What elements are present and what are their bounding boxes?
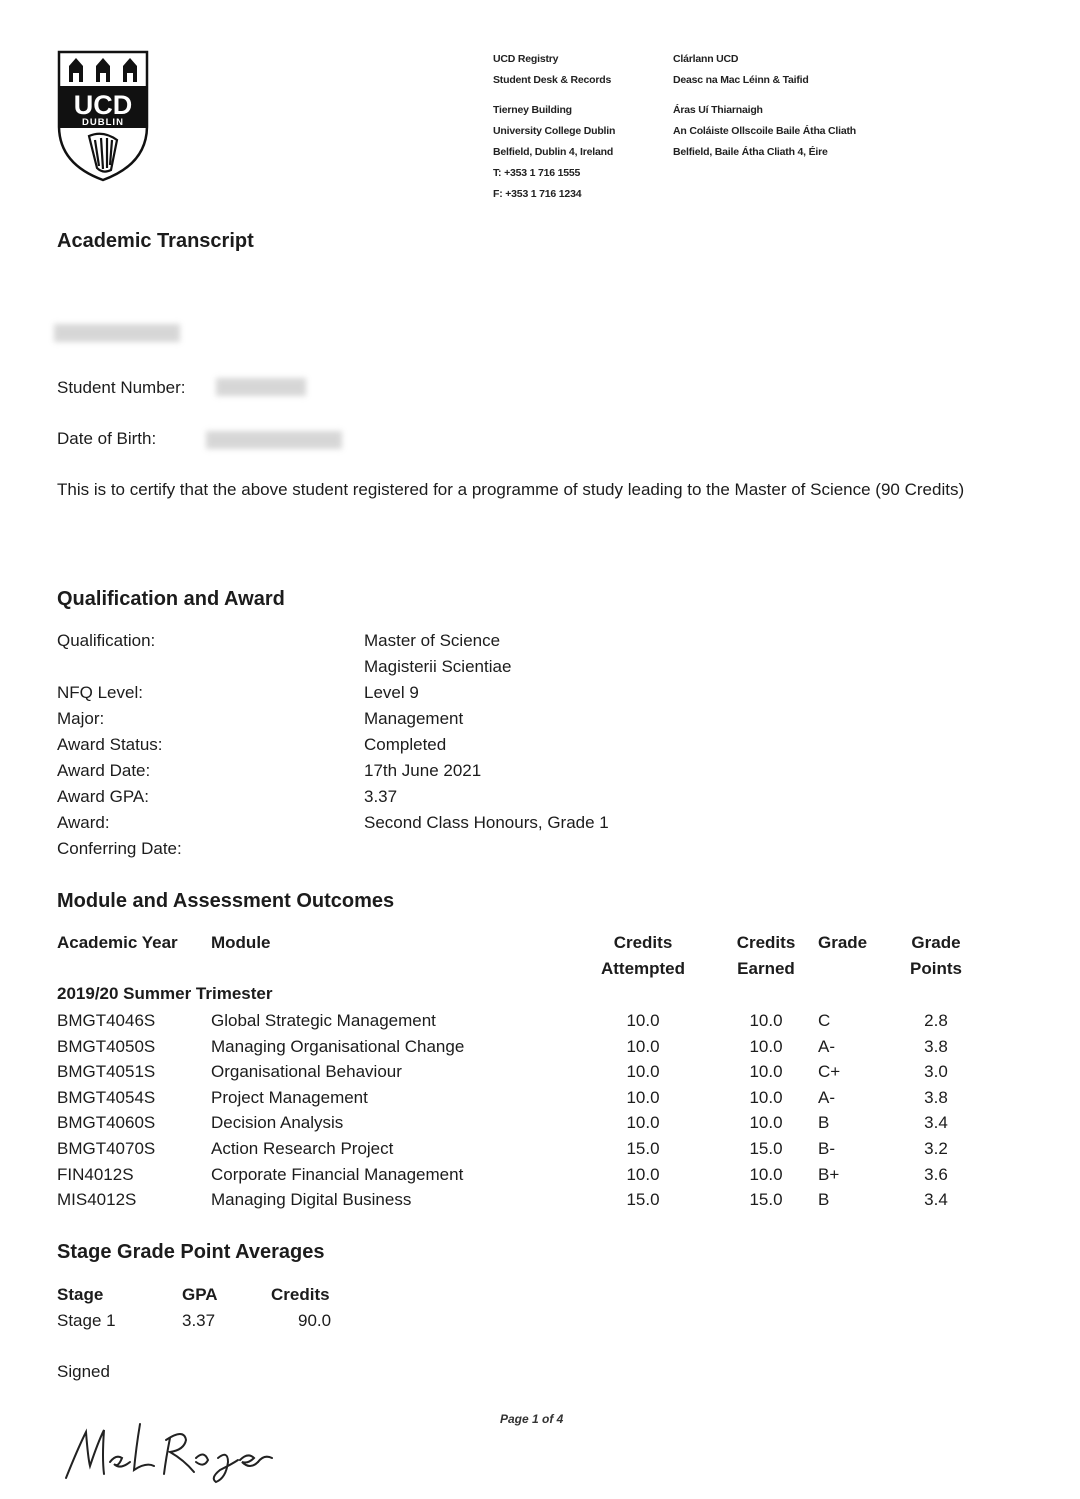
module-name: Corporate Financial Management [211, 1164, 464, 1184]
module-grade: B+ [818, 1164, 840, 1184]
dob-label: Date of Birth: [57, 429, 157, 448]
module-points: 3.8 [924, 1036, 948, 1056]
table-row [0, 1187, 1080, 1213]
stage-row-stage: Stage 1 [57, 1311, 116, 1330]
address-line: Tierney Building [493, 104, 572, 116]
module-earned: 15.0 [749, 1190, 783, 1210]
qual-label: Award Status: [57, 735, 163, 754]
module-attempted: 10.0 [626, 1087, 660, 1107]
redacted-dob [206, 431, 342, 449]
address-line: Belfield, Dublin 4, Ireland [493, 146, 614, 158]
module-code: BMGT4051S [57, 1062, 156, 1082]
col-credits-attempted-line1: Credits [613, 933, 673, 952]
module-attempted: 10.0 [626, 1164, 660, 1184]
qual-label: NFQ Level: [57, 683, 143, 702]
module-grade: A- [818, 1087, 835, 1107]
page-number: Page 1 of 4 [500, 1412, 564, 1426]
module-points: 3.4 [924, 1113, 948, 1133]
address-line: Clárlann UCD [673, 53, 739, 65]
address-line: Student Desk & Records [493, 74, 612, 86]
module-attempted: 10.0 [626, 1011, 660, 1030]
col-grade-points-line1: Grade [911, 933, 961, 952]
qual-value: Completed [364, 735, 447, 754]
table-row [0, 1008, 1080, 1034]
module-code: FIN4012S [57, 1164, 134, 1184]
module-grade: A- [818, 1036, 835, 1056]
redacted-student-number [216, 378, 306, 396]
col-grade-points [896, 930, 976, 982]
signed-label: Signed [57, 1362, 110, 1381]
qual-label: Major: [57, 709, 105, 728]
stage-heading: Stage Grade Point Averages [57, 1241, 325, 1263]
col-credits-earned [721, 930, 811, 982]
module-code: BMGT4054S [57, 1087, 156, 1107]
module-earned: 10.0 [749, 1011, 783, 1030]
address-line: Áras Uí Thiarnaigh [673, 104, 763, 116]
module-name: Action Research Project [211, 1139, 394, 1158]
col-academic-year: Academic Year [57, 933, 178, 952]
col-module: Module [211, 933, 271, 952]
qual-label: Conferring Date: [57, 839, 182, 858]
certify-text: This is to certify that the above student registered for a programme of study leading to the Master of Science (90 Credits) [57, 480, 965, 499]
module-attempted: 15.0 [626, 1139, 660, 1158]
page-title: Academic Transcript [57, 230, 254, 252]
qual-value: 17th June 2021 [364, 761, 482, 780]
stage-row-gpa: 3.37 [182, 1311, 216, 1330]
module-attempted: 15.0 [626, 1190, 660, 1210]
module-attempted: 10.0 [626, 1113, 660, 1133]
module-name: Decision Analysis [211, 1113, 344, 1133]
stage-table [0, 1282, 400, 1338]
qual-label: Award: [57, 813, 110, 832]
qual-label: Award Date: [57, 761, 151, 780]
stage-row-credits: 90.0 [298, 1311, 332, 1330]
modules-heading: Module and Assessment Outcomes [57, 890, 395, 912]
module-name: Managing Digital Business [211, 1190, 412, 1210]
address-line: Deasc na Mac Léinn & Taifid [673, 74, 809, 86]
module-code: BMGT4060S [57, 1113, 156, 1133]
module-points: 3.2 [924, 1139, 948, 1158]
table-row [0, 1162, 1080, 1188]
col-grade-points-line2: Points [910, 959, 962, 978]
table-row [0, 1085, 1080, 1111]
module-points: 3.4 [924, 1190, 948, 1210]
qual-value: 3.37 [364, 787, 398, 806]
address-line: T: +353 1 716 1555 [493, 167, 581, 179]
module-code: BMGT4046S [57, 1011, 156, 1030]
qual-value: Management [364, 709, 464, 728]
module-points: 3.0 [924, 1062, 948, 1082]
term-label: 2019/20 Summer Trimester [57, 984, 273, 1003]
module-earned: 10.0 [749, 1062, 783, 1082]
qual-value: Magisterii Scientiae [364, 657, 512, 676]
address-line: An Coláiste Ollscoile Baile Átha Cliath [673, 125, 856, 137]
table-row [0, 1136, 1080, 1162]
qualification-heading: Qualification and Award [57, 588, 285, 610]
col-credits-earned-line2: Earned [737, 959, 795, 978]
module-earned: 10.0 [749, 1164, 783, 1184]
address-line: University College Dublin [493, 125, 616, 137]
table-row [0, 1110, 1080, 1136]
module-points: 2.8 [924, 1011, 948, 1030]
module-code: BMGT4050S [57, 1036, 156, 1056]
module-code: BMGT4070S [57, 1139, 156, 1158]
module-grade: B [818, 1113, 830, 1133]
address-english [493, 49, 615, 205]
signature [58, 1418, 278, 1488]
address-line: UCD Registry [493, 53, 559, 65]
logo-text-top: UCD [73, 90, 133, 120]
qualification-table [57, 628, 857, 868]
module-name: Project Management [211, 1087, 368, 1107]
qual-value: Second Class Honours, Grade 1 [364, 813, 609, 832]
logo-text-bottom: DUBLIN [82, 117, 124, 128]
module-name: Global Strategic Management [211, 1011, 436, 1030]
student-number-label: Student Number: [57, 378, 186, 397]
table-row [0, 1034, 1080, 1060]
module-grade: B- [818, 1139, 835, 1158]
module-points: 3.8 [924, 1087, 948, 1107]
module-code: MIS4012S [57, 1190, 137, 1210]
module-grade: C+ [818, 1062, 841, 1082]
module-earned: 10.0 [749, 1087, 783, 1107]
col-grade: Grade [818, 933, 868, 952]
col-credits-attempted [583, 930, 703, 982]
module-attempted: 10.0 [626, 1062, 660, 1082]
module-name: Organisational Behaviour [211, 1062, 402, 1082]
module-attempted: 10.0 [626, 1036, 660, 1056]
qual-label: Award GPA: [57, 787, 149, 806]
col-gpa: GPA [182, 1285, 218, 1304]
module-grade: C [818, 1011, 831, 1030]
col-credits-earned-line1: Credits [736, 933, 796, 952]
module-points: 3.6 [924, 1164, 948, 1184]
redacted-name [54, 324, 180, 342]
col-stage: Stage [57, 1285, 104, 1304]
col-credits-attempted-line2: Attempted [600, 959, 686, 978]
ucd-crest-icon [55, 48, 151, 182]
address-line: F: +353 1 716 1234 [493, 188, 582, 200]
module-earned: 10.0 [749, 1113, 783, 1133]
module-grade: B [818, 1190, 830, 1210]
col-credits: Credits [271, 1285, 330, 1304]
address-irish [673, 49, 856, 163]
module-name: Managing Organisational Change [211, 1036, 465, 1056]
module-earned: 10.0 [749, 1036, 783, 1056]
module-earned: 15.0 [749, 1139, 783, 1158]
modules-table [0, 930, 1080, 1220]
qual-value: Master of Science [364, 631, 501, 650]
table-row [0, 1059, 1080, 1085]
address-line: Belfield, Baile Átha Cliath 4, Éire [673, 146, 828, 158]
qual-label: Qualification: [57, 631, 156, 650]
qual-value: Level 9 [364, 683, 419, 702]
